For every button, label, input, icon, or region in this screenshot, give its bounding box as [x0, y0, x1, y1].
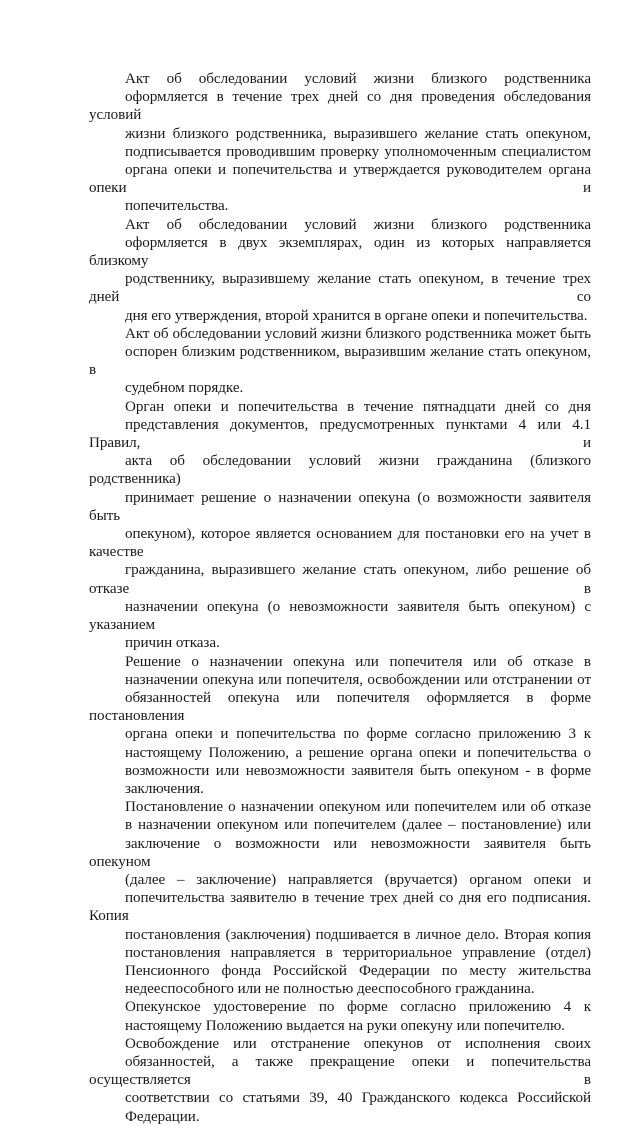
- text-line: родственнику, выразившему желание стать опекуном, в течение трех дней со: [89, 271, 591, 306]
- text-line: органа опеки и попечительства и утверждается руководителем органа опеки и: [89, 162, 591, 197]
- text-line: в назначении опекуном или попечителем (далее – постановление) или: [125, 817, 591, 834]
- paragraph-guardian-certificate: [89, 998, 591, 1034]
- paragraph-resolution-delivery: [89, 798, 591, 998]
- text-line: обязанностей опекуна или попечителя оформляется в форме постановления: [89, 689, 591, 725]
- paragraph-decision-form: [89, 653, 591, 799]
- text-line: соответствии со статьями 39, 40 Гражданского кодекса Российской: [125, 1090, 591, 1107]
- text-line: заключения.: [125, 780, 204, 797]
- text-line: дня его утверждения, второй хранится в органе опеки и попечительства.: [125, 307, 588, 324]
- text-line: принимает решение о назначении опекуна (о возможности заявителя быть: [89, 489, 591, 524]
- text-line: судебном порядке.: [125, 380, 244, 397]
- text-line: Акт об обследовании условий жизни близкого родственника может быть: [125, 325, 591, 342]
- text-line: заключение о возможности или невозможности заявителя быть опекуном: [89, 835, 591, 870]
- text-line: попечительства.: [125, 198, 229, 215]
- text-line: причин отказа.: [125, 635, 220, 652]
- text-line: Федерации.: [125, 1108, 200, 1125]
- text-line: постановления направляется в территориальное управление (отдел): [125, 944, 591, 961]
- text-line: попечительства заявителю в течение трех дней со дня его подписания. Копия: [89, 890, 591, 925]
- text-line: постановления (заключения) подшивается в личное дело. Вторая копия: [125, 926, 591, 943]
- text-line: Акт об обследовании условий жизни близкого родственника: [125, 216, 591, 233]
- text-line: назначении опекуна (о невозможности заявителя быть опекуном) с указанием: [89, 598, 591, 634]
- document-body: [89, 70, 591, 1126]
- text-line: возможности или невозможности заявителя быть опекуном - в форме: [125, 762, 591, 779]
- text-line: Пенсионного фонда Российской Федерации по месту жительства: [125, 962, 591, 979]
- text-line: оформляется в течение трех дней со дня проведения обследования условий: [89, 89, 591, 124]
- text-line: Акт об обследовании условий жизни близкого родственника: [125, 71, 591, 87]
- text-line: органа опеки и попечительства по форме согласно приложению 3 к: [125, 726, 591, 743]
- text-line: акта об обследовании условий жизни гражданина (близкого родственника): [89, 453, 591, 488]
- text-line: оформляется в двух экземплярах, один из которых направляется близкому: [89, 234, 591, 270]
- text-line: обязанностей, а также прекращение опеки и попечительства осуществляется в: [89, 1053, 591, 1089]
- text-line: гражданина, выразившего желание стать опекуном, либо решение об отказе в: [89, 562, 591, 597]
- text-line: настоящему Положению выдается на руки опекуну или попечителю.: [125, 1017, 565, 1034]
- text-line: Орган опеки и попечительства в течение пятнадцати дней со дня: [125, 398, 591, 415]
- text-line: (далее – заключение) направляется (вручается) органом опеки и: [125, 871, 591, 888]
- text-line: настоящему Положению, а решение органа опеки и попечительства о: [125, 744, 591, 761]
- text-line: опекуном), которое является основанием для постановки его на учет в качестве: [89, 526, 591, 561]
- text-line: подписывается проводившим проверку уполномоченным специалистом: [125, 143, 591, 160]
- text-line: Постановление о назначении опекуном или попечителем или об отказе: [125, 799, 591, 816]
- paragraph-act-copies: [89, 216, 591, 325]
- text-line: Опекунское удостоверение по форме согласно приложению 4 к: [125, 999, 591, 1016]
- text-line: Решение о назначении опекуна или попечителя или об отказе в: [125, 653, 591, 670]
- text-line: жизни близкого родственника, выразившего желание стать опекуном,: [125, 125, 591, 142]
- paragraph-guardian-release: [89, 1035, 591, 1126]
- paragraph-act-appeal: [89, 325, 591, 398]
- text-line: недееспособного или не полностью дееспособного гражданина.: [125, 981, 535, 998]
- text-line: Освобождение или отстранение опекунов от исполнения своих: [125, 1035, 591, 1052]
- text-line: представления документов, предусмотренных пунктами 4 или 4.1 Правил, и: [89, 416, 591, 452]
- paragraph-authority-decision: [89, 398, 591, 653]
- text-line: оспорен близким родственником, выразившим желание стать опекуном, в: [89, 344, 591, 379]
- text-line: назначении опекуна или попечителя, освобождении или отстранении от: [125, 671, 591, 688]
- paragraph-act-deadline: [89, 70, 591, 216]
